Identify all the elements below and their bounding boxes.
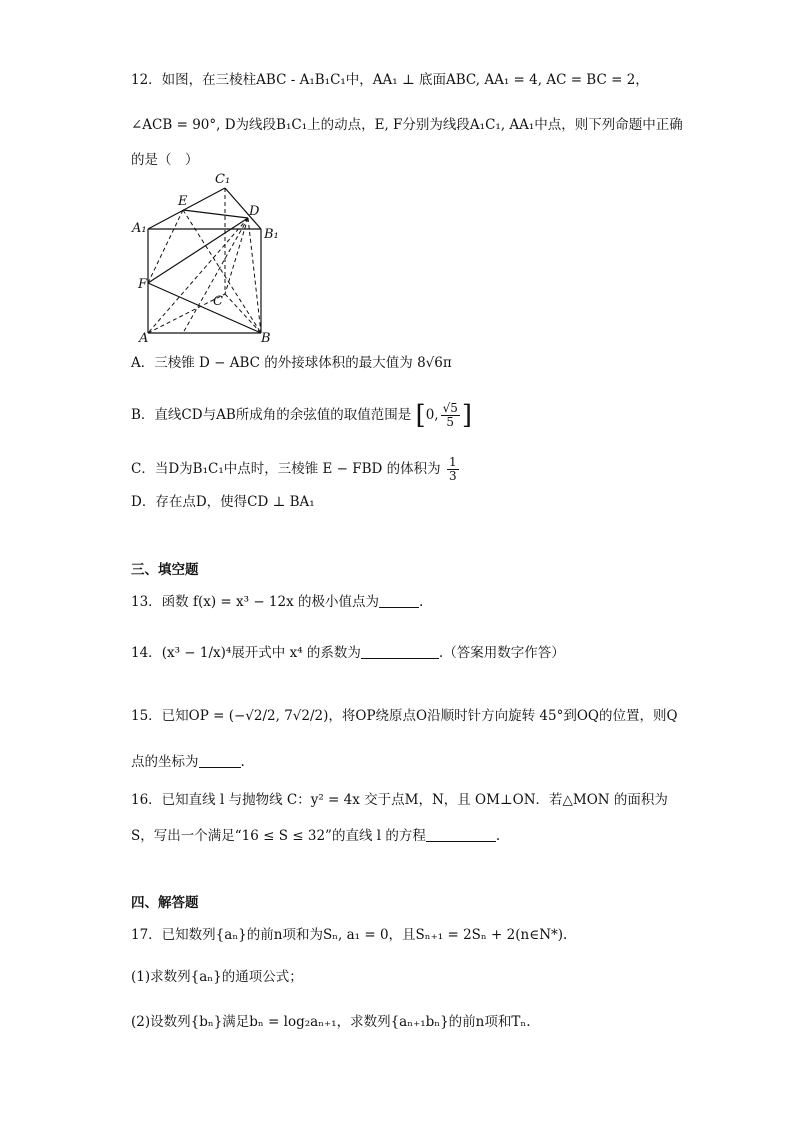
label-c: C: [213, 294, 223, 309]
edge-cb: [225, 294, 261, 333]
edge-db: [248, 218, 261, 333]
edge-fb: [148, 283, 261, 333]
label-d: D: [249, 204, 260, 219]
label-f: F: [138, 277, 148, 292]
q12-line2: ∠ACB = 90°, D为线段B₁C₁上的动点，E, F分别为线段A₁C₁, AA₁中点，则下列命题中正确: [131, 117, 683, 133]
q13: 13．函数 f(x) = x³ − 12x 的极小值点为 .: [131, 594, 424, 610]
q14: 14．(x³ − 1/x)⁴展开式中 x⁴ 的系数为 .（答案用数字作答）: [131, 645, 565, 661]
edge-d-mid: [183, 218, 248, 333]
option-c-fraction: $\frac{1}{3}$: [448, 455, 457, 483]
option-b-text: B．直线CD与AB所成角的余弦值的取值范围是: [131, 407, 412, 423]
label-b: B: [261, 331, 271, 344]
edge-ed: [183, 210, 248, 218]
label-e: E: [178, 194, 188, 209]
option-c-text: C．当D为B₁C₁中点时，三棱锥 E − FBD 的体积为: [131, 461, 441, 477]
bracket-right: ]: [461, 400, 473, 431]
section3-title: 三、填空题: [131, 562, 199, 578]
q12-option-a: A．三棱锥 D − ABC 的外接球体积的最大值为 8√6π: [131, 355, 452, 371]
label-a: A: [139, 331, 149, 344]
edge-fd: [148, 218, 248, 283]
q14-blank: [361, 644, 439, 659]
q15-line2: 点的坐标为 .: [131, 754, 245, 770]
q15-blank: [199, 753, 241, 768]
section4-title: 四、解答题: [131, 895, 199, 911]
label-a1: A₁: [132, 221, 147, 236]
q12-option-c: [131, 456, 461, 483]
label-c1: C₁: [215, 172, 231, 187]
q17-line1: 17．已知数列{aₙ}的前n项和为Sₙ, a₁ = 0，且Sₙ₊₁ = 2Sₙ + 2(n∈N*).: [131, 927, 568, 943]
bracket-left: [: [415, 400, 426, 431]
q12-option-d: D．存在点D，使得CD ⊥ BA₁: [131, 494, 315, 510]
q15-line1: 15．已知OP = (−√2/2, 7√2/2)，将OP绕原点O沿顺时针方向旋转 45°到OQ的位置，则Q: [131, 708, 678, 724]
option-b-zero: 0,: [425, 407, 439, 423]
q16-line2: S，写出一个满足“16 ≤ S ≤ 32”的直线 l 的方程 .: [131, 828, 501, 844]
q12-line3: 的是（ ）: [131, 152, 199, 168]
prism-figure: [128, 172, 288, 344]
q17-part1: (1)求数列{aₙ}的通项公式；: [131, 969, 303, 985]
q13-blank: [379, 593, 419, 608]
edge-da: [148, 218, 248, 333]
label-b1: B₁: [264, 227, 279, 242]
q16-blank: [426, 827, 496, 842]
q16-line1: 16．已知直线 l 与抛物线 C：y² = 4x 交于点M，N，且 OM⊥ON．若△MON 的面积为: [131, 792, 668, 808]
option-b-fraction: $\frac{√5}{5}$: [442, 401, 458, 429]
q17-part2: (2)设数列{bₙ}满足bₙ = log₂aₙ₊₁，求数列{aₙ₊₁bₙ}的前n项和Tₙ.: [131, 1014, 531, 1030]
q12-option-b: [131, 402, 472, 429]
q12-line1: 12．如图，在三棱柱ABC - A₁B₁C₁中，AA₁ ⊥ 底面ABC, AA₁ = 4, AC = BC = 2，: [131, 72, 649, 88]
